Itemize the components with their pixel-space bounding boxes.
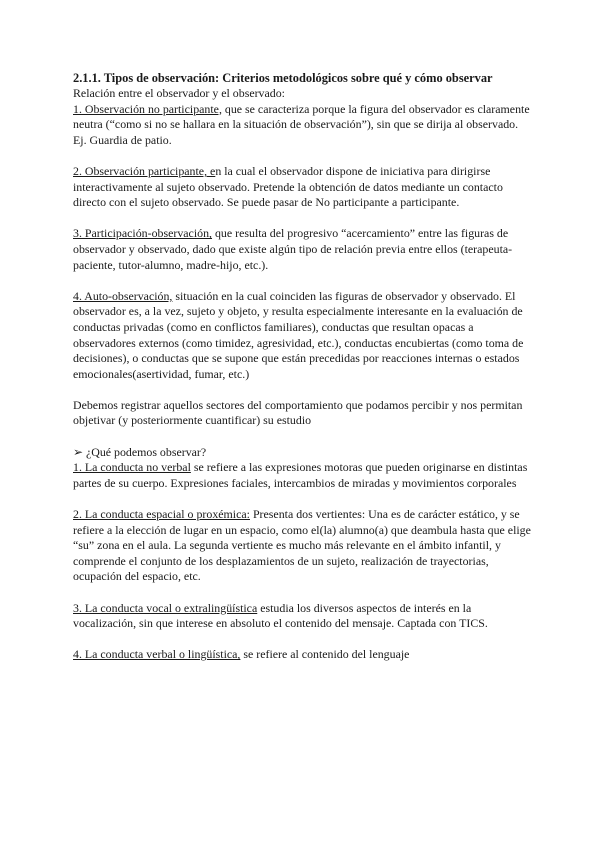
section-title: 2.1.1. Tipos de observación: Criterios metodológicos sobre qué y cómo observar [73,71,493,85]
conduct-label-2: 2. La conducta espacial o proxémica: [73,507,250,522]
conduct-item-1 [73,460,532,491]
spacer [73,491,532,507]
conduct-item-2 [73,507,532,585]
arrow-bullet-icon: ➢ [73,444,83,459]
conduct-item-4 [73,647,532,663]
type-text-3: que resulta del progresivo “acercamiento” entre las figuras de observador y observado, dado que existe algún tipo de relación previa entre ellos (terapeuta-paciente, tutor-alumno, madre-hijo, etc.). [73,226,513,272]
spacer [73,382,532,398]
type-item-4 [73,289,532,383]
spacer [73,429,532,445]
intro-text: Relación entre el observador y el observado: [73,86,285,100]
type-label-2: 2. Observación participante, e [73,163,216,178]
conduct-text-2: Presenta dos vertientes: Una es de carácter estático, y se refiere a la elección de lugar en un espacio, como el(la) alumno(a) que deambula hasta que elige “su” zona en el aula. La segunda vertiente es mucho más relevante en el ámbito infantil, y comprende el conjunto de los desplazamientos de un sujeto, realización de trayectorias, ocupación del espacio, etc. [73,507,531,584]
type-label-3: 3. Participación-observación, [73,226,213,241]
conduct-label-4: 4. La conducta verbal o lingüística, [73,647,241,662]
conduct-item-3 [73,601,532,632]
register-paragraph: Debemos registrar aquellos sectores del comportamiento que podamos percibir y nos permitan objetivar (y posteriormente cuantificar) su estudio [73,397,523,428]
type-item-3 [73,226,532,273]
conduct-label-3: 3. La conducta vocal o extralingüística [73,600,258,615]
spacer [73,148,532,164]
question-text: ¿Qué podemos observar? [85,444,207,459]
spacer [73,632,532,648]
spacer [73,585,532,601]
conduct-text-3: estudia los diversos aspectos de interés en la vocalización, sin que interese en absoluto el contenido del mensaje. Captada con TICS. [73,600,488,631]
type-text-4: situación en la cual coinciden las figuras de observador y observado. El observador es, a la vez, sujeto y objeto, y resulta especialmente interesante en la evaluación de conductas privadas (como en conflictos familiares), conductas que resultan opacas a observadores externos (como timidez, agresividad, etc.), conductas encubiertas (como toma de decisiones), o conductas que se supone que están precedidas por reacciones internas o estados emocionales(asertividad, fumar, etc.) [73,288,524,381]
type-text-2: n la cual el observador dispone de iniciativa para dirigirse interactivamente al sujeto observado. Pretende la obtención de datos mediante un contacto directo con el sujeto observado. Se puede pasar de No participante a participante. [73,163,503,210]
type-item-2 [73,164,532,211]
conduct-text-4: se refiere al contenido del lenguaje [240,647,410,662]
spacer [73,211,532,227]
conduct-label-1: 1. La conducta no verbal [73,460,191,475]
question-line [73,445,532,461]
spacer [73,273,532,289]
type-item-1 [73,102,532,149]
type-text-1: que se caracteriza porque la figura del observador es claramente neutra (“como si no se hallara en la situación de observación”), sin que se dirija al observado. Ej. Guardia de patio. [73,101,530,147]
type-label-4: 4. Auto-observación, [73,288,173,303]
conduct-text-1: se refiere a las expresiones motoras que pueden originarse en distintas partes de su cuerpo. Expresiones faciales, intercambios de miradas y movimientos corporales [73,460,528,490]
type-label-1: 1. Observación no participante, [73,101,222,116]
